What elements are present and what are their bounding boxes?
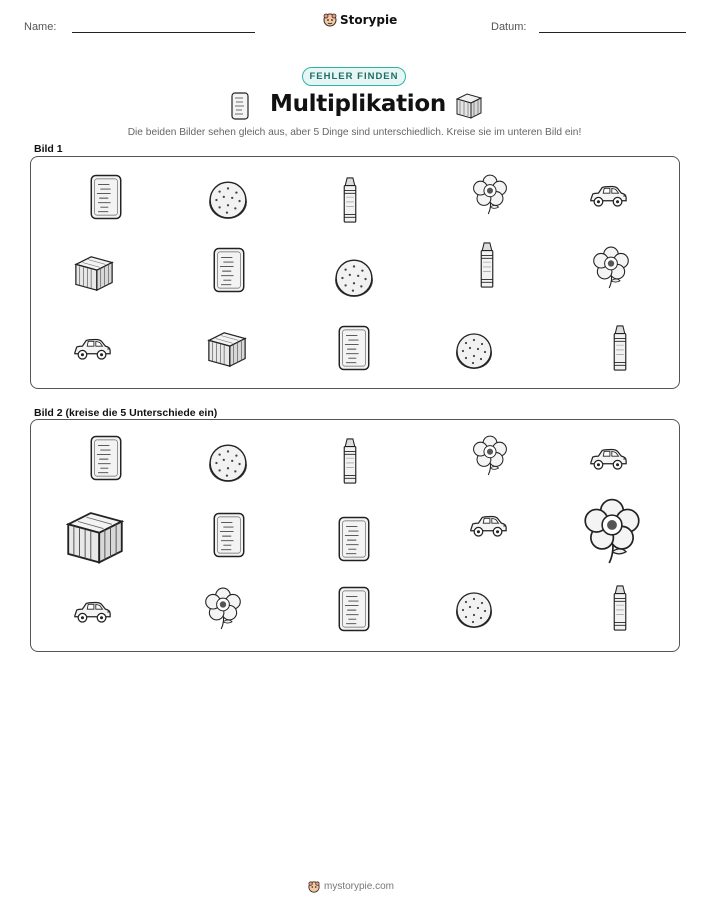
- picture2-cracker-icon[interactable]: [337, 516, 371, 562]
- name-line[interactable]: [72, 32, 255, 33]
- picture2-car-icon[interactable]: [467, 512, 509, 540]
- picture1-crayon-icon: [476, 241, 498, 289]
- date-line[interactable]: [539, 32, 686, 33]
- footer: [308, 880, 394, 892]
- picture1-crate-icon: [206, 329, 248, 369]
- picture2-crayon-icon[interactable]: [339, 437, 361, 485]
- cracker-icon: [230, 92, 250, 120]
- picture2-flower-icon[interactable]: [471, 433, 509, 479]
- brand-name: Storypie: [340, 13, 398, 27]
- picture2-crate-icon[interactable]: [64, 508, 126, 566]
- date-label: Datum:: [491, 21, 527, 33]
- picture2-cookie-icon[interactable]: [207, 442, 249, 484]
- picture1-car-icon: [587, 182, 629, 210]
- picture1-flower-icon: [471, 173, 509, 217]
- wooden-crate-icon: [454, 91, 484, 121]
- storypie-logo-icon: [323, 13, 337, 27]
- footer-url[interactable]: mystorypie.com: [324, 880, 395, 892]
- page-title: Multiplikation: [270, 91, 446, 117]
- picture1-car-icon: [71, 335, 113, 363]
- picture1-crate-icon: [73, 253, 115, 293]
- brand-logo: [323, 13, 397, 27]
- picture2-car-icon[interactable]: [587, 445, 629, 473]
- picture1-cracker-icon: [89, 174, 123, 220]
- picture1-flower-icon: [591, 245, 631, 291]
- picture1-crayon-icon: [339, 176, 361, 224]
- picture2-flower-icon[interactable]: [581, 498, 643, 566]
- picture2-cookie-icon[interactable]: [454, 590, 494, 630]
- name-label: Name:: [24, 21, 57, 33]
- picture1-cookie-icon: [454, 331, 494, 371]
- picture2-label: Bild 2 (kreise die 5 Unterschiede ein): [34, 407, 218, 419]
- picture1-label: Bild 1: [34, 143, 63, 155]
- picture2-flower-icon[interactable]: [203, 586, 243, 632]
- picture1-cracker-icon: [337, 325, 371, 371]
- instructions: Die beiden Bilder sehen gleich aus, aber 5 Dinge sind unterschiedlich. Kreise sie im unteren Bild ein!: [127, 127, 582, 138]
- picture2-crayon-icon[interactable]: [609, 584, 631, 632]
- picture1-panel: [30, 156, 680, 389]
- picture1-crayon-icon: [609, 324, 631, 372]
- picture2-car-icon[interactable]: [71, 598, 113, 626]
- picture1-cookie-icon: [207, 179, 249, 221]
- picture1-cracker-icon: [212, 247, 246, 293]
- picture1-cookie-icon: [333, 257, 375, 299]
- picture2-cracker-icon[interactable]: [212, 512, 246, 558]
- picture2-panel[interactable]: [30, 419, 680, 652]
- picture2-cracker-icon[interactable]: [89, 435, 123, 481]
- storypie-logo-icon: [308, 880, 320, 892]
- activity-badge: FEHLER FINDEN: [302, 67, 406, 86]
- picture2-cracker-icon[interactable]: [337, 586, 371, 632]
